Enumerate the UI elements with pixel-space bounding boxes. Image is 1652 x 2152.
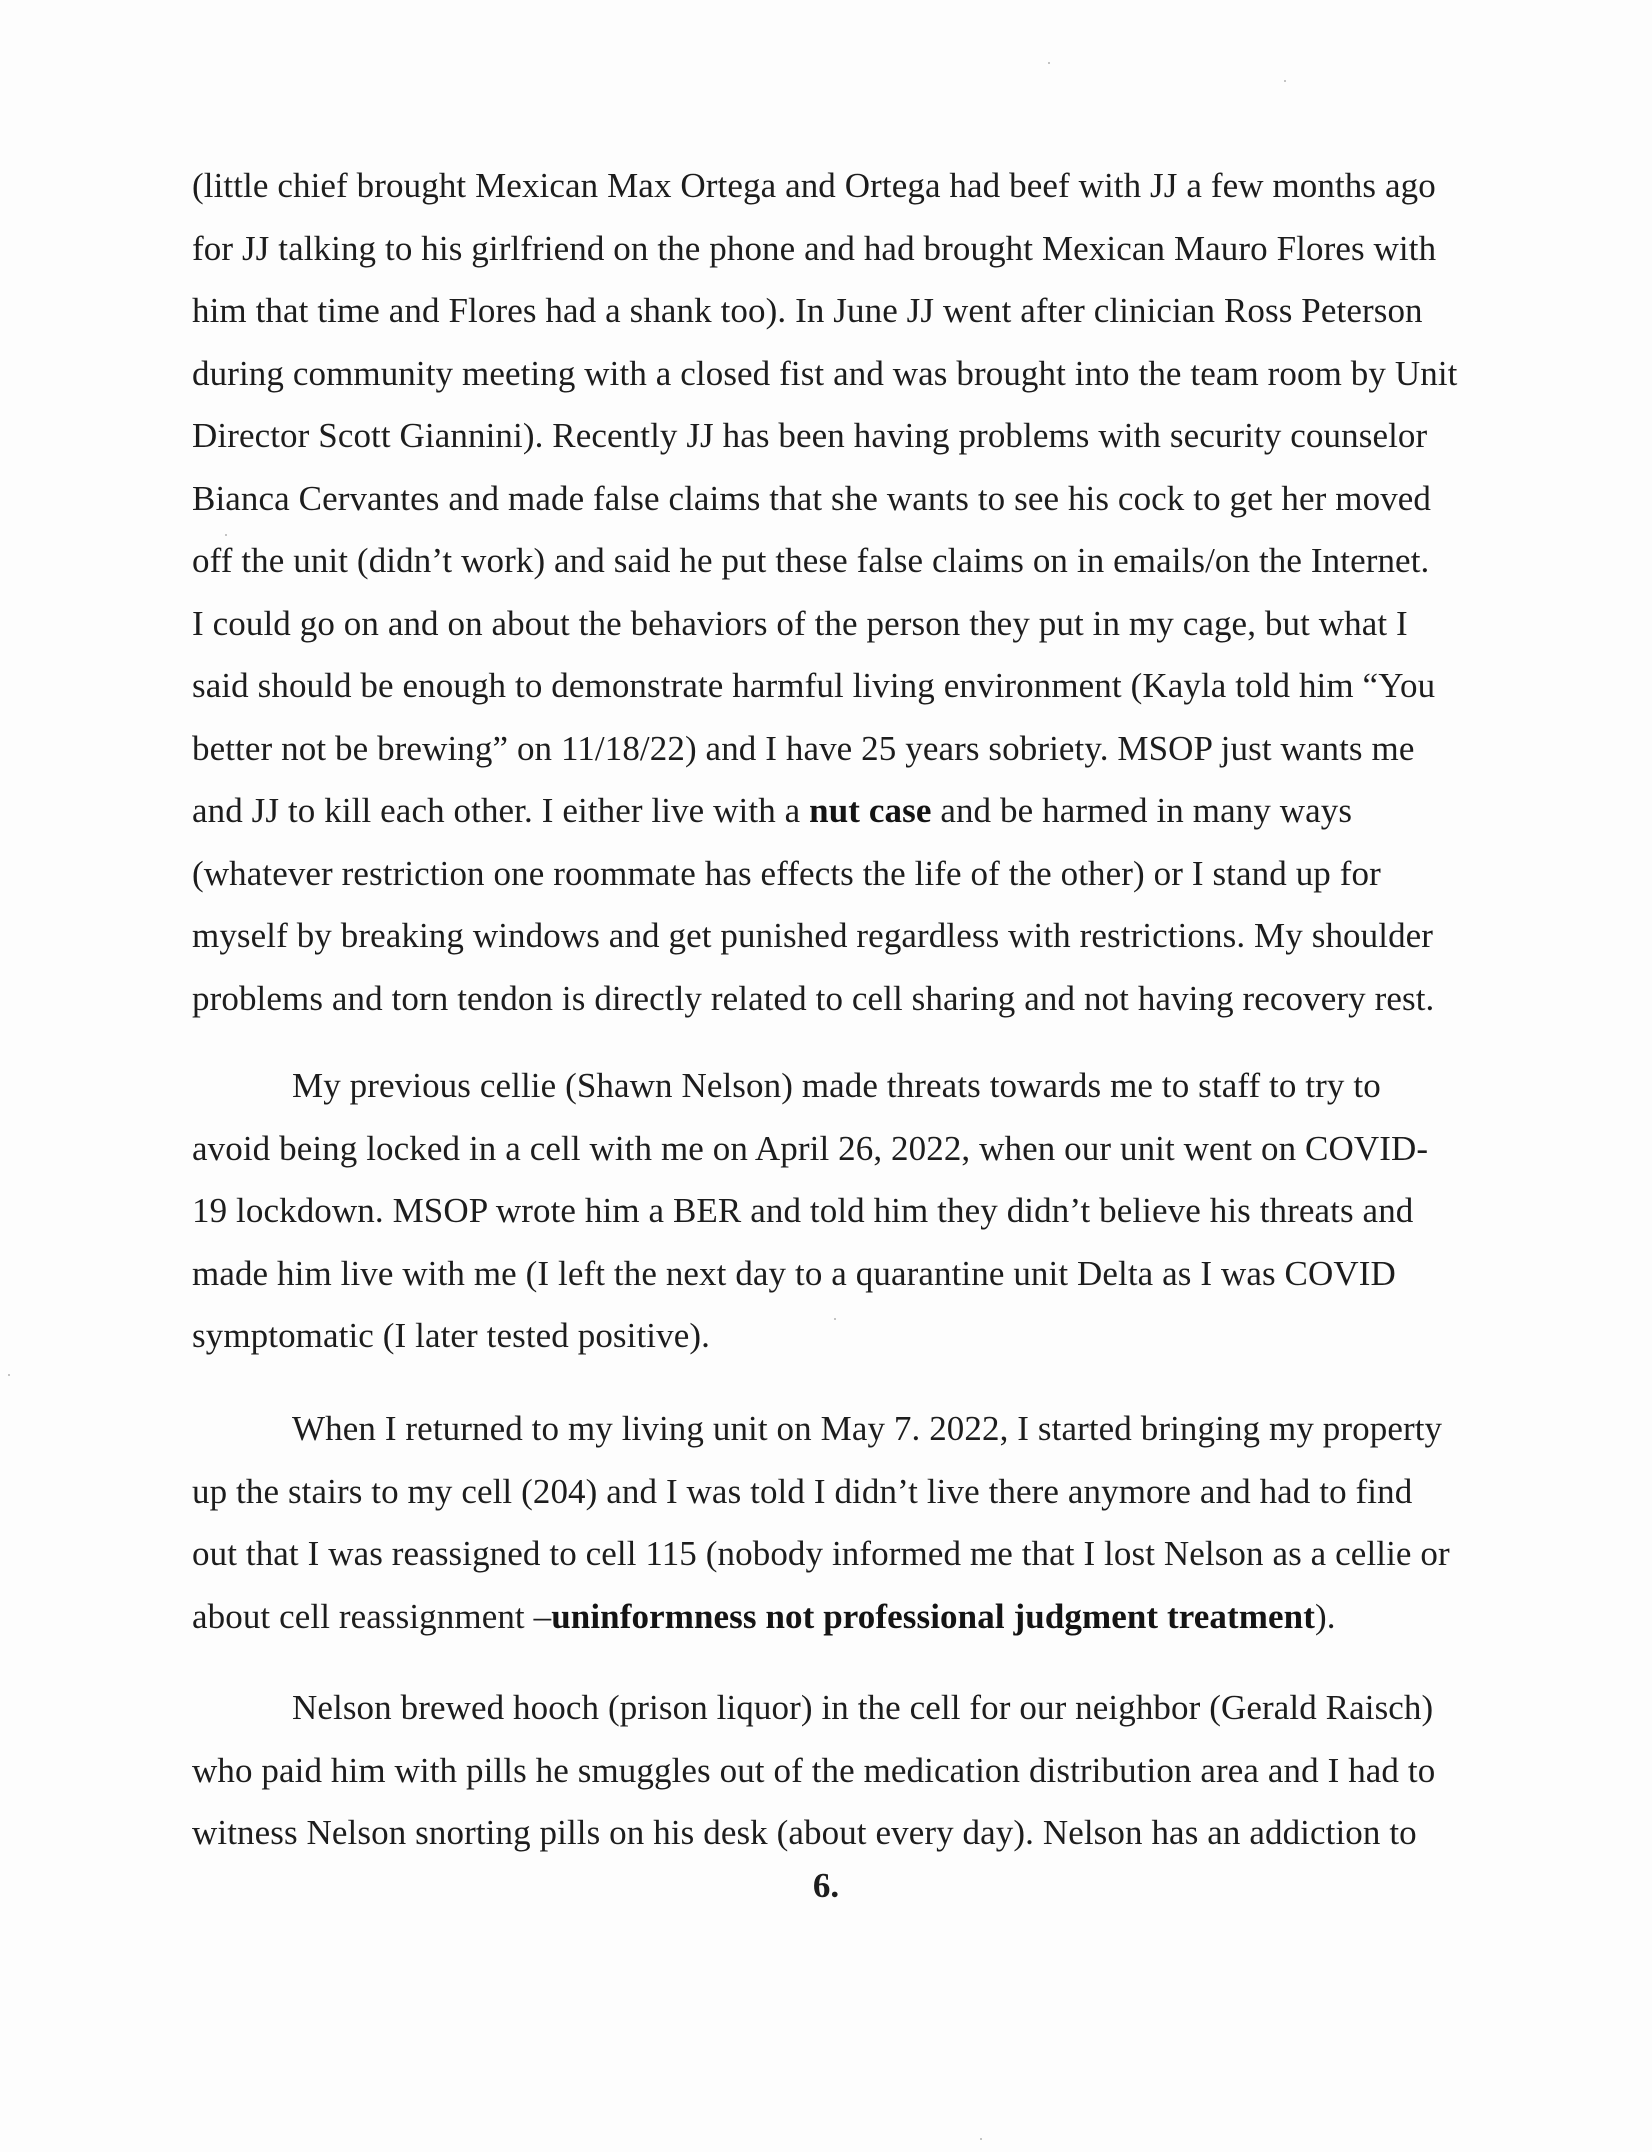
text-line: I could go on and on about the behaviors of the person they put in my cage, but what I (192, 603, 1408, 643)
text-line: 19 lockdown. MSOP wrote him a BER and told him they didn’t believe his threats and (192, 1191, 1414, 1230)
text-line: made him live with me (I left the next day to a quarantine unit Delta as I was COVID (192, 1253, 1396, 1293)
text-line: off the unit (didn’t work) and said he put these false claims on in emails/on the Internet. (192, 541, 1430, 580)
scan-speck (980, 2138, 982, 2140)
scan-speck (8, 1374, 10, 1376)
paragraph (192, 155, 1502, 1030)
bold-phrase: uninformness not professional judgment treatment (551, 1596, 1315, 1636)
text-line: witness Nelson snorting pills on his desk (about every day). Nelson has an addiction to (192, 1813, 1417, 1852)
scan-speck (1048, 62, 1050, 64)
text-line: him that time and Flores had a shank too). In June JJ went after clinician Ross Peterson (192, 291, 1423, 330)
text-segment: and JJ to kill each other. I either live with a (192, 791, 810, 830)
text-line: problems and torn tendon is directly related to cell sharing and not having recovery rest. (192, 978, 1435, 1018)
text-line: for JJ talking to his girlfriend on the phone and had brought Mexican Mauro Flores with (192, 228, 1437, 268)
paragraph (192, 1398, 1502, 1648)
text-segment: about cell reassignment – (192, 1596, 552, 1636)
paragraph (192, 1055, 1502, 1368)
text-line: up the stairs to my cell (204) and I was told I didn’t live there anymore and had to find (192, 1471, 1413, 1511)
text-line: (little chief brought Mexican Max Ortega and Ortega had beef with JJ a few months ago (192, 166, 1436, 205)
text-line: said should be enough to demonstrate harmful living environment (Kayla told him “You (192, 666, 1436, 705)
paragraph (192, 1677, 1502, 1865)
text-segment: and be harmed in many ways (931, 791, 1353, 830)
text-line: myself by breaking windows and get punished regardless with restrictions. My shoulder (192, 916, 1434, 955)
bold-phrase: nut case (809, 791, 932, 830)
text-line: My previous cellie (Shawn Nelson) made threats towards me to staff to try to (292, 1066, 1381, 1105)
text-line: symptomatic (I later tested positive). (192, 1316, 710, 1355)
text-line: Bianca Cervantes and made false claims that she wants to see his cock to get her moved (192, 478, 1432, 518)
text-line: Director Scott Giannini). Recently JJ has been having problems with security counselor (192, 416, 1428, 455)
text-line: When I returned to my living unit on May 7. 2022, I started bringing my property (292, 1409, 1443, 1448)
scan-speck (1284, 80, 1286, 82)
text-line: out that I was reassigned to cell 115 (nobody informed me that I lost Nelson as a cellie or (192, 1534, 1450, 1573)
text-line: who paid him with pills he smuggles out of the medication distribution area and I had to (192, 1750, 1436, 1790)
text-line: during community meeting with a closed fist and was brought into the team room by Unit (192, 353, 1458, 393)
text-segment: ). (1315, 1596, 1336, 1636)
text-line (192, 780, 1502, 843)
text-line: avoid being locked in a cell with me on April 26, 2022, when our unit went on COVID- (192, 1128, 1429, 1168)
text-line: (whatever restriction one roommate has effects the life of the other) or I stand up for (192, 853, 1381, 893)
page-number: 6. (812, 1866, 840, 1905)
text-line (192, 1586, 1502, 1649)
text-line: better not be brewing” on 11/18/22) and I have 25 years sobriety. MSOP just wants me (192, 728, 1415, 768)
text-line: Nelson brewed hooch (prison liquor) in the cell for our neighbor (Gerald Raisch) (292, 1688, 1434, 1727)
